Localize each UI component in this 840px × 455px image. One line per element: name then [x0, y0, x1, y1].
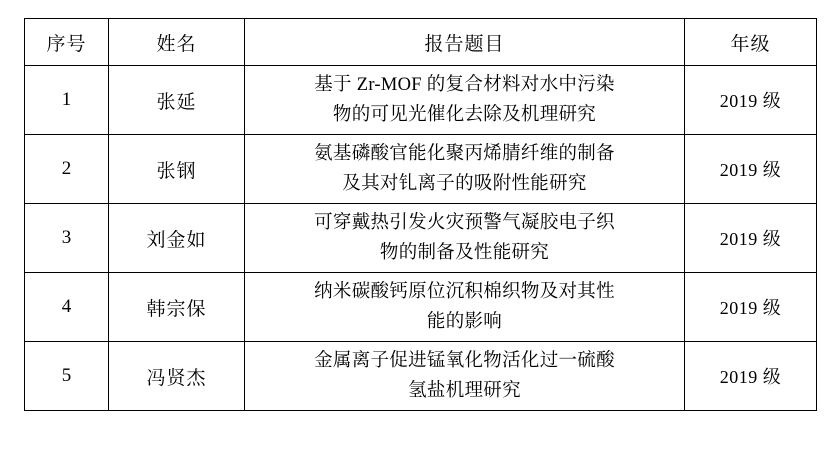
cell-no: 2	[25, 135, 109, 204]
cell-name: 张延	[109, 66, 245, 135]
cell-title-line: 物的制备及性能研究	[379, 243, 550, 263]
cell-title	[245, 273, 685, 342]
cell-grade: 2019 级	[685, 204, 817, 273]
table-row	[25, 135, 817, 204]
column-header-no: 序号	[25, 19, 109, 66]
cell-title-line: 及其对钆离子的吸附性能研究	[342, 174, 587, 194]
cell-title-line: 氨基磷酸官能化聚丙烯腈纤维的制备	[314, 144, 615, 164]
table-row	[25, 273, 817, 342]
cell-title	[245, 342, 685, 411]
cell-name: 韩宗保	[109, 273, 245, 342]
cell-title-line: 氢盐机理研究	[408, 381, 521, 401]
cell-grade: 2019 级	[685, 273, 817, 342]
table-row	[25, 66, 817, 135]
cell-no: 1	[25, 66, 109, 135]
report-table	[24, 18, 817, 411]
table-row	[25, 204, 817, 273]
cell-title-line: 基于 Zr-MOF 的复合材料对水中污染	[314, 75, 615, 95]
cell-title	[245, 66, 685, 135]
cell-no: 4	[25, 273, 109, 342]
cell-no: 3	[25, 204, 109, 273]
table-header-row	[25, 19, 817, 66]
cell-name: 冯贤杰	[109, 342, 245, 411]
cell-grade: 2019 级	[685, 135, 817, 204]
cell-title-line: 物的可见光催化去除及机理研究	[332, 105, 597, 125]
cell-name: 张钢	[109, 135, 245, 204]
cell-title	[245, 135, 685, 204]
cell-title-line: 纳米碳酸钙原位沉积棉织物及对其性	[314, 282, 615, 302]
cell-title-line: 可穿戴热引发火灾预警气凝胶电子织	[314, 213, 615, 233]
cell-title-line: 金属离子促进锰氧化物活化过一硫酸	[314, 351, 615, 371]
cell-grade: 2019 级	[685, 66, 817, 135]
column-header-grade: 年级	[685, 19, 817, 66]
cell-no: 5	[25, 342, 109, 411]
cell-title	[245, 204, 685, 273]
document-page	[0, 18, 840, 455]
cell-name: 刘金如	[109, 204, 245, 273]
column-header-title: 报告题目	[245, 19, 685, 66]
cell-grade: 2019 级	[685, 342, 817, 411]
cell-title-line: 能的影响	[426, 312, 503, 332]
table-row	[25, 342, 817, 411]
column-header-name: 姓名	[109, 19, 245, 66]
